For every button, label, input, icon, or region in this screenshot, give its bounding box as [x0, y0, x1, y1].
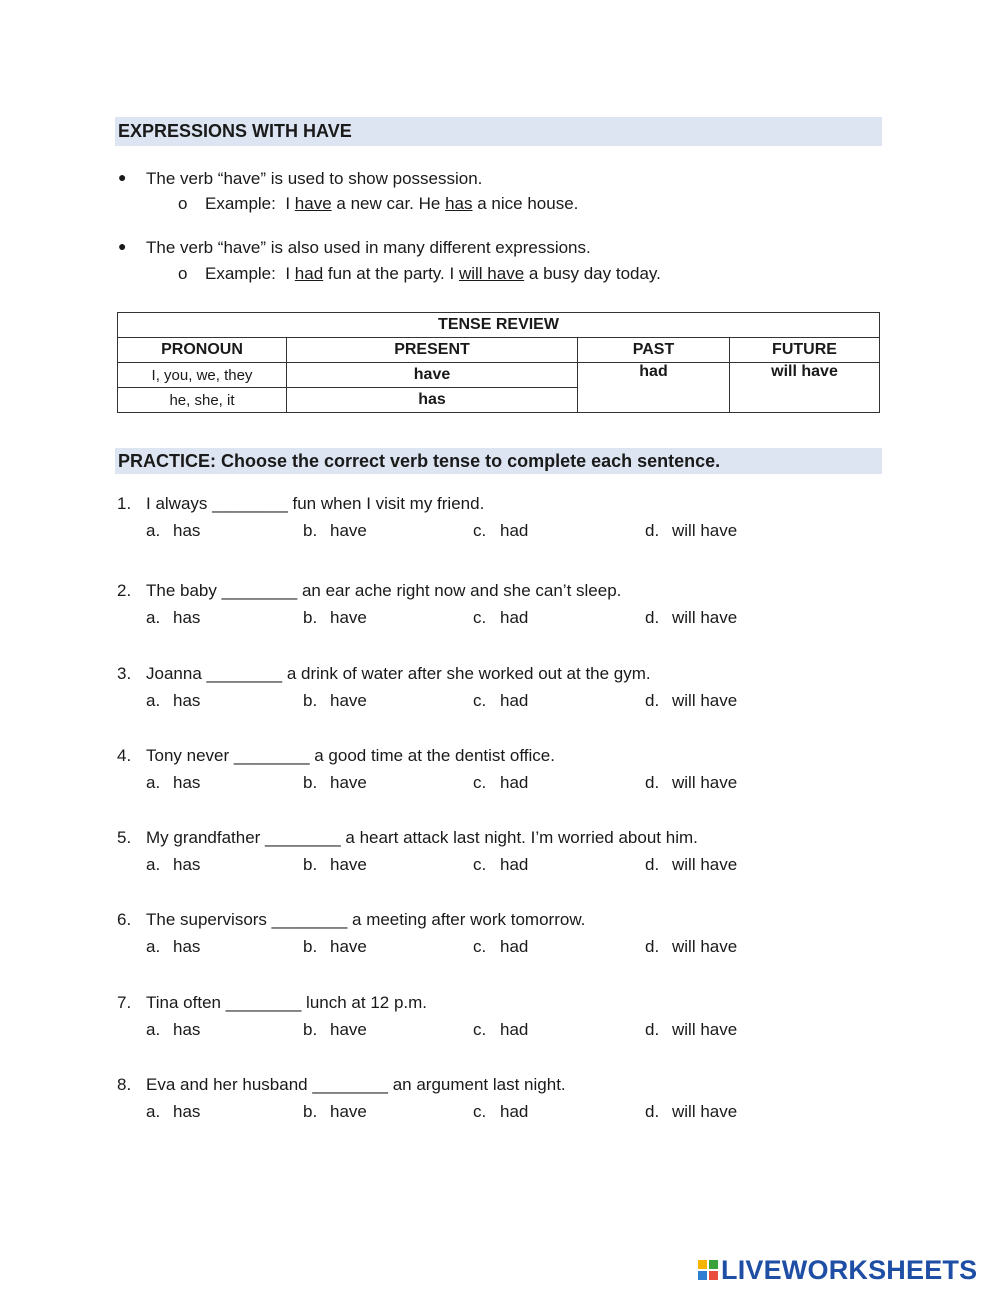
option-label: had — [500, 773, 529, 792]
option-letter: d. — [645, 691, 660, 710]
answer-option[interactable] — [473, 608, 528, 628]
option-label: have — [330, 1102, 367, 1121]
header-past: PAST — [578, 338, 730, 363]
example-expressions: o Example: I had fun at the party. I will have a busy day today. — [178, 264, 661, 283]
question-sentence: Tina often ________ lunch at 12 p.m. — [146, 993, 428, 1012]
question-number: 2. — [117, 581, 132, 600]
option-letter: d. — [645, 1020, 660, 1039]
answer-options — [117, 608, 877, 632]
header-pronoun: PRONOUN — [118, 338, 287, 363]
answer-option[interactable] — [303, 608, 367, 628]
option-label: have — [330, 521, 367, 540]
option-letter: c. — [473, 1102, 487, 1121]
option-label: had — [500, 608, 529, 627]
pronoun-cell: I, you, we, they — [118, 363, 287, 388]
option-letter: d. — [645, 773, 660, 792]
option-letter: c. — [473, 691, 487, 710]
option-label: had — [500, 1020, 529, 1039]
option-label: has — [173, 691, 201, 710]
present-cell: have — [287, 363, 578, 388]
answer-option[interactable] — [473, 937, 528, 957]
option-label: will have — [672, 691, 738, 710]
answer-option[interactable] — [146, 855, 200, 875]
answer-option[interactable] — [303, 937, 367, 957]
option-label: will have — [672, 937, 738, 956]
option-label: had — [500, 1102, 529, 1121]
future-cell: will have — [730, 363, 880, 413]
question-number: 3. — [117, 664, 132, 683]
question-text — [117, 993, 427, 1013]
pronoun-cell: he, she, it — [118, 388, 287, 413]
option-letter: b. — [303, 855, 318, 874]
present-cell: has — [287, 388, 578, 413]
option-letter: d. — [645, 855, 660, 874]
answer-options — [117, 521, 877, 545]
answer-options — [117, 937, 877, 961]
circle-bullet-icon: o — [178, 194, 188, 213]
answer-option[interactable] — [645, 521, 737, 541]
option-letter: b. — [303, 691, 318, 710]
option-letter: c. — [473, 521, 487, 540]
tense-review-table — [117, 312, 880, 413]
option-label: have — [330, 691, 367, 710]
header-future: FUTURE — [730, 338, 880, 363]
option-letter: b. — [303, 773, 318, 792]
answer-options — [117, 1102, 877, 1126]
question-text — [117, 494, 484, 514]
answer-option[interactable] — [645, 773, 737, 793]
option-label: will have — [672, 773, 738, 792]
option-letter: a. — [146, 608, 161, 627]
option-letter: c. — [473, 855, 487, 874]
answer-options — [117, 1020, 877, 1044]
question-number: 1. — [117, 494, 132, 513]
option-label: have — [330, 1020, 367, 1039]
option-letter: a. — [146, 855, 161, 874]
underlined-verb: had — [294, 264, 324, 283]
question-number: 8. — [117, 1075, 132, 1094]
answer-option[interactable] — [303, 855, 367, 875]
bullet-text: The verb “have” is also used in many different expressions. — [146, 238, 591, 257]
option-letter: c. — [473, 773, 487, 792]
answer-option[interactable] — [473, 855, 528, 875]
question-number: 5. — [117, 828, 132, 847]
option-letter: a. — [146, 1102, 161, 1121]
page-title: EXPRESSIONS WITH HAVE — [115, 117, 882, 146]
answer-option[interactable] — [645, 1102, 737, 1122]
question-number: 4. — [117, 746, 132, 765]
answer-option[interactable] — [473, 773, 528, 793]
option-label: will have — [672, 608, 738, 627]
answer-options — [117, 691, 877, 715]
answer-option[interactable] — [146, 1020, 200, 1040]
answer-option[interactable] — [146, 1102, 200, 1122]
question-text — [117, 910, 585, 930]
option-label: has — [173, 521, 201, 540]
option-label: will have — [672, 521, 738, 540]
option-letter: b. — [303, 521, 318, 540]
option-label: had — [500, 521, 529, 540]
option-letter: b. — [303, 608, 318, 627]
option-letter: a. — [146, 691, 161, 710]
answer-option[interactable] — [473, 1020, 528, 1040]
option-label: has — [173, 1102, 201, 1121]
option-label: had — [500, 937, 529, 956]
header-present: PRESENT — [287, 338, 578, 363]
answer-option[interactable] — [645, 937, 737, 957]
answer-option[interactable] — [146, 773, 200, 793]
option-label: will have — [672, 1020, 738, 1039]
circle-bullet-icon: o — [178, 264, 188, 283]
question-text — [117, 664, 651, 684]
underlined-verb: has — [445, 194, 473, 213]
option-letter: d. — [645, 521, 660, 540]
bullet-text: The verb “have” is used to show possession. — [146, 169, 483, 188]
option-letter: d. — [645, 608, 660, 627]
answer-option[interactable] — [473, 691, 528, 711]
option-letter: a. — [146, 773, 161, 792]
question-sentence: Tony never ________ a good time at the dentist office. — [146, 746, 555, 765]
bullet-icon: ● — [118, 238, 127, 254]
question-sentence: Eva and her husband ________ an argument last night. — [146, 1075, 566, 1094]
question-sentence: The supervisors ________ a meeting after work tomorrow. — [146, 910, 586, 929]
question-sentence: The baby ________ an ear ache right now and she can’t sleep. — [146, 581, 622, 600]
answer-option[interactable] — [303, 773, 367, 793]
question-text — [117, 828, 698, 848]
answer-option[interactable] — [146, 608, 200, 628]
question-text — [117, 581, 621, 601]
question-sentence: My grandfather ________ a heart attack last night. I’m worried about him. — [146, 828, 698, 847]
option-letter: b. — [303, 937, 318, 956]
practice-title: PRACTICE: Choose the correct verb tense to complete each sentence. — [115, 448, 882, 474]
answer-options — [117, 855, 877, 879]
option-label: will have — [672, 855, 738, 874]
answer-option[interactable] — [303, 521, 367, 541]
answer-option[interactable] — [303, 1102, 367, 1122]
option-letter: c. — [473, 608, 487, 627]
question-text — [117, 746, 555, 766]
option-label: has — [173, 855, 201, 874]
question-number: 7. — [117, 993, 132, 1012]
option-label: has — [173, 608, 201, 627]
option-label: had — [500, 691, 529, 710]
option-label: has — [173, 1020, 201, 1039]
answer-option[interactable] — [303, 1020, 367, 1040]
past-cell: had — [578, 363, 730, 413]
option-label: had — [500, 855, 529, 874]
option-label: have — [330, 855, 367, 874]
option-letter: b. — [303, 1020, 318, 1039]
underlined-verb: will have — [458, 264, 525, 283]
option-letter: c. — [473, 1020, 487, 1039]
option-label: have — [330, 773, 367, 792]
answer-option[interactable] — [645, 691, 737, 711]
liveworksheets-logo-icon — [698, 1260, 718, 1280]
answer-option[interactable] — [146, 691, 200, 711]
option-label: have — [330, 937, 367, 956]
option-letter: c. — [473, 937, 487, 956]
option-letter: a. — [146, 521, 161, 540]
answer-option[interactable] — [146, 521, 200, 541]
question-sentence: I always ________ fun when I visit my friend. — [146, 494, 485, 513]
underlined-verb: have — [294, 194, 332, 213]
option-letter: b. — [303, 1102, 318, 1121]
option-letter: a. — [146, 1020, 161, 1039]
answer-options — [117, 773, 877, 797]
logo-text: LIVEWORKSHEETS — [721, 1254, 978, 1285]
option-letter: d. — [645, 937, 660, 956]
answer-option[interactable] — [645, 855, 737, 875]
option-label: will have — [672, 1102, 738, 1121]
option-label: have — [330, 608, 367, 627]
option-letter: d. — [645, 1102, 660, 1121]
example-possession: o Example: I have a new car. He has a nice house. — [178, 194, 579, 213]
answer-option[interactable] — [473, 521, 528, 541]
option-label: has — [173, 773, 201, 792]
table-title: TENSE REVIEW — [118, 313, 880, 338]
question-text — [117, 1075, 566, 1095]
answer-option[interactable] — [473, 1102, 528, 1122]
question-sentence: Joanna ________ a drink of water after she worked out at the gym. — [146, 664, 651, 683]
answer-option[interactable] — [303, 691, 367, 711]
answer-option[interactable] — [146, 937, 200, 957]
answer-option[interactable] — [645, 608, 737, 628]
option-letter: a. — [146, 937, 161, 956]
option-label: has — [173, 937, 201, 956]
answer-option[interactable] — [645, 1020, 737, 1040]
bullet-icon: ● — [118, 169, 127, 185]
question-number: 6. — [117, 910, 132, 929]
liveworksheets-logo — [698, 1255, 977, 1285]
